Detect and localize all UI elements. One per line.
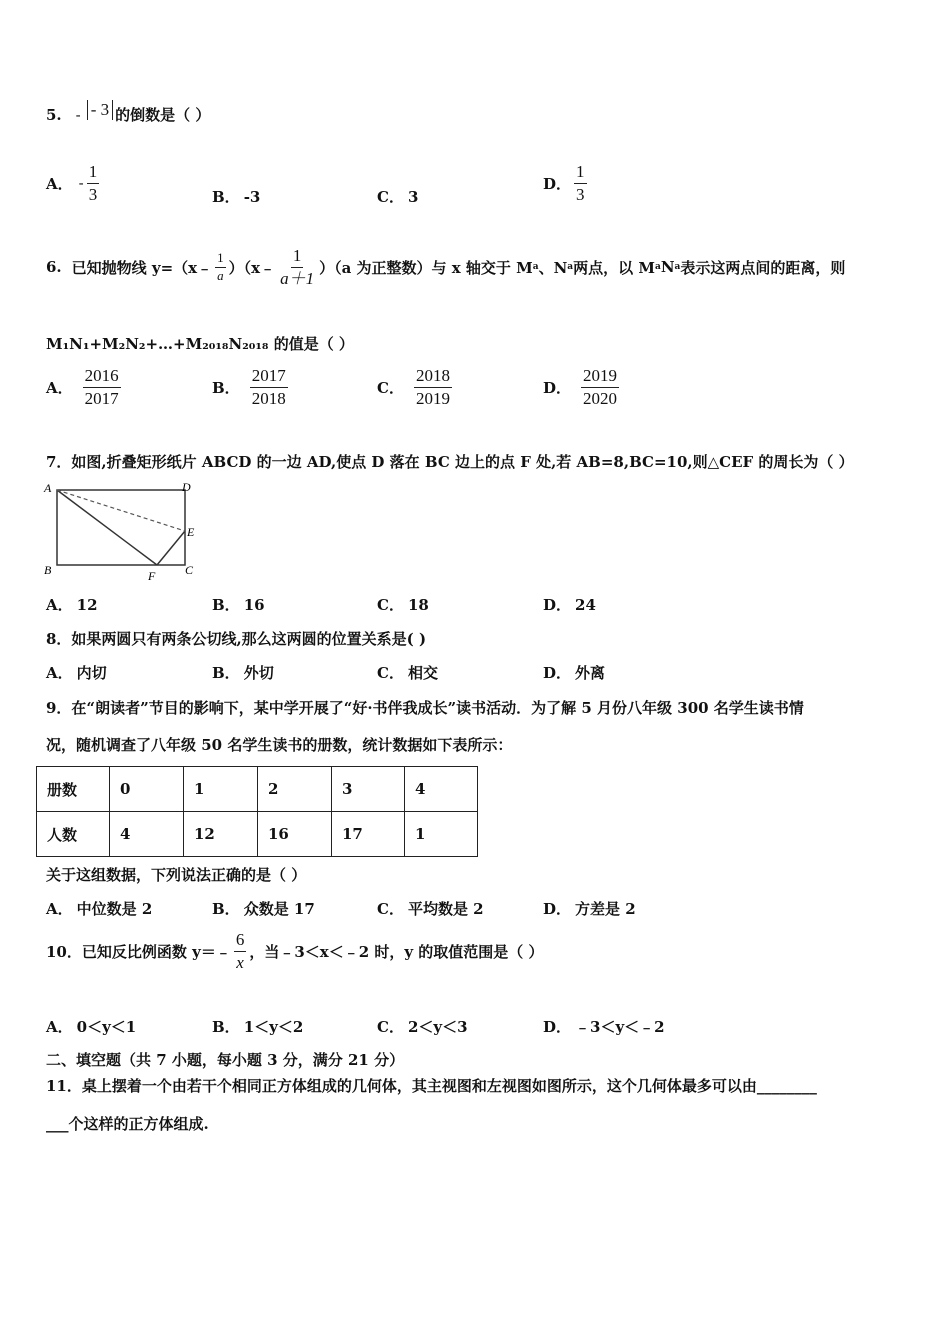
section-2-heading: 二、填空题（共 7 小题，每小题 3 分，满分 21 分）: [46, 1051, 405, 1069]
q8-option-b: B． 外切: [212, 664, 274, 682]
label-c: C: [185, 563, 194, 577]
table-row: [37, 767, 478, 812]
label-b: B: [44, 563, 52, 577]
label-e: E: [187, 525, 195, 539]
q5-option-c: C． 3: [377, 187, 419, 206]
q9-ask: 关于这组数据，下列说法正确的是（ ）: [46, 866, 307, 884]
q7-option-b: B． 16: [212, 595, 265, 614]
table-cell: 0: [110, 767, 184, 812]
q5-number: 5.: [46, 105, 62, 124]
q11-line1: 11．桌上摆着一个由若干个相同正方体组成的几何体，其主视图和左视图如图所示，这个几何体最多可以由________: [46, 1077, 817, 1095]
q9-option-b: B． 众数是 17: [212, 900, 315, 918]
table-row: [37, 812, 478, 857]
q6-option-d: D． $\frac{2019}{2020}$: [543, 366, 618, 408]
q6-line2: M₁N₁+M₂N₂+…+M₂₀₁₈N₂₀₁₈ 的值是（ ）: [46, 335, 354, 353]
q5-option-b: B． -3: [212, 187, 261, 206]
q10-option-b: B． 1＜y＜2: [212, 1018, 304, 1036]
q11-line2: ___个这样的正方体组成.: [46, 1115, 209, 1133]
q6-option-a: A． $\frac{2016}{2017}$: [46, 366, 119, 408]
table-cell: 17: [332, 812, 405, 857]
q5-minus: -: [75, 105, 81, 124]
table-cell: 4: [110, 812, 184, 857]
fold-line-af: [57, 490, 157, 565]
table-cell: 4: [405, 767, 478, 812]
q5-text: 的倒数是（ ）: [115, 106, 211, 124]
q8-stem: 8．如果两圆只有两条公切线,那么这两圆的位置关系是( ): [46, 630, 427, 648]
q9-option-c: C． 平均数是 2: [377, 900, 484, 918]
table-cell: 人数: [37, 812, 110, 857]
table-cell: 12: [184, 812, 258, 857]
q9-option-a: A． 中位数是 2: [46, 900, 153, 918]
q7-option-a: A． 12: [46, 595, 98, 614]
label-a: A: [44, 481, 52, 495]
q9-line1: 9．在“朗读者”节目的影响下，某中学开展了“好·书伴我成长”读书活动．为了解 5 月份八年级 300 名学生读书情: [46, 699, 804, 717]
q6-option-b: B． $\frac{2017}{2018}$: [212, 366, 286, 408]
q9-line2: 况，随机调查了八年级 50 名学生读书的册数，统计数据如下表所示：: [46, 736, 513, 754]
table-cell: 1: [184, 767, 258, 812]
q9-data-table: [36, 766, 478, 857]
q6-stem: 6. 已知抛物线 y=（x﹣ $\frac{1}{a}$ ）（x﹣ $\frac{1}{a+1}$ ）（a 为正整数）与 x 轴交于 M a 、N a 两点，以 M a N a 表示这两点间的距离，则: [46, 246, 846, 288]
q8-option-a: A． 内切: [46, 664, 107, 682]
table-cell: 册数: [37, 767, 110, 812]
q6-option-c: C． $\frac{2018}{2019}$: [377, 366, 450, 408]
q10-stem: 10．已知反比例函数 y＝﹣ $\frac{6}{x}$ ，当﹣3＜x＜﹣2 时，y 的取值范围是（ ）: [46, 930, 544, 972]
q10-option-d: D． ﹣3＜y＜﹣2: [543, 1018, 665, 1036]
table-cell: 3: [332, 767, 405, 812]
label-f: F: [148, 569, 156, 583]
q9-option-d: D． 方差是 2: [543, 900, 636, 918]
q7-stem: 7．如图,折叠矩形纸片 ABCD 的一边 AD,使点 D 落在 BC 边上的点 F 处,若 AB=8,BC=10,则△CEF 的周长为（ ）: [46, 453, 854, 471]
q10-option-c: C． 2＜y＜3: [377, 1018, 468, 1036]
q5-option-a: A． - $\frac{1}{3}$: [46, 162, 98, 204]
table-cell: 2: [258, 767, 332, 812]
table-cell: 1: [405, 812, 478, 857]
q7-figure: [40, 478, 200, 584]
q10-option-a: A． 0＜y＜1: [46, 1018, 137, 1036]
q7-option-c: C． 18: [377, 595, 429, 614]
q5-option-d: D． $\frac{1}{3}$: [543, 162, 585, 204]
q5-abs-value: - 3: [87, 100, 113, 120]
q8-option-c: C． 相交: [377, 664, 438, 682]
dashed-ae: [57, 490, 185, 531]
q7-option-d: D． 24: [543, 595, 596, 614]
q5-stem: [46, 99, 211, 125]
table-cell: 16: [258, 812, 332, 857]
q8-option-d: D． 外离: [543, 664, 606, 682]
segment-fe: [157, 531, 185, 565]
label-d: D: [182, 480, 191, 494]
